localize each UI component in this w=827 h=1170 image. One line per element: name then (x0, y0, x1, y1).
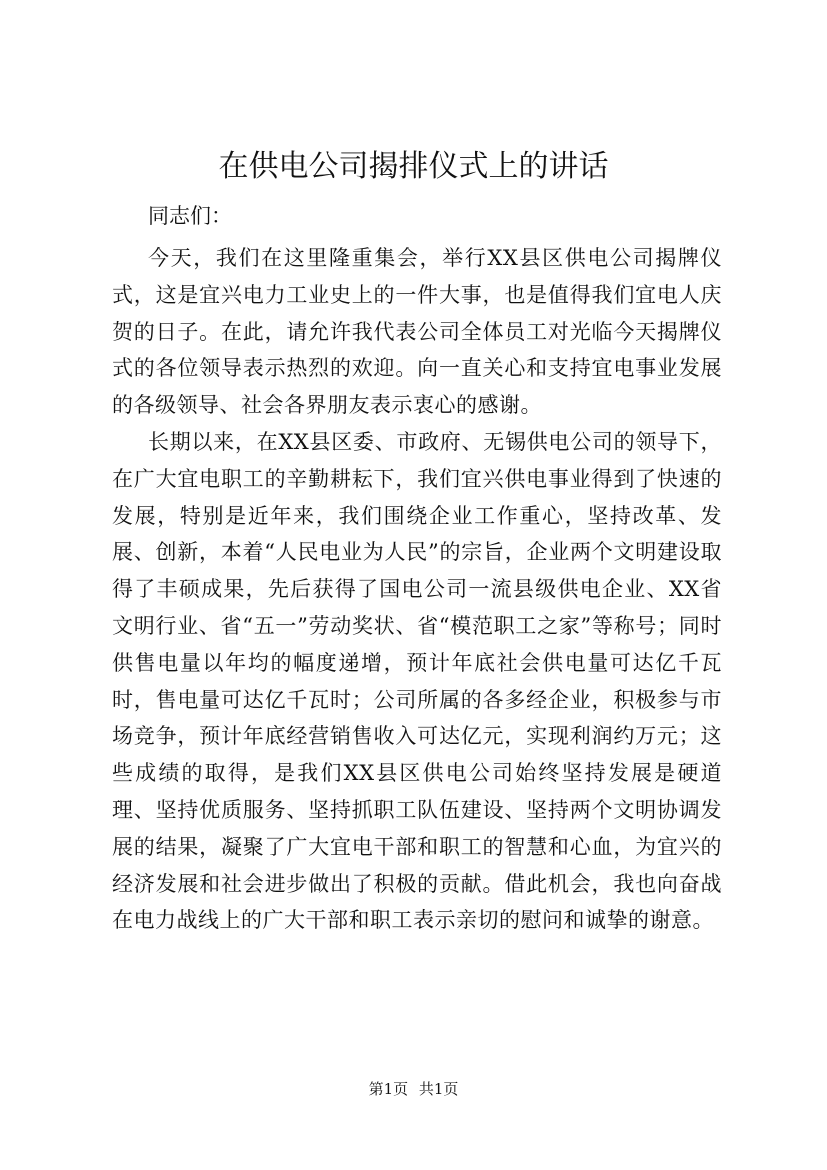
document-title: 在供电公司揭排仪式上的讲话 (218, 149, 609, 184)
page-number: 第1页 (368, 1080, 409, 1098)
page-footer (0, 1078, 827, 1100)
paragraph-2: 长期以来，在XX县区委、市政府、无锡供电公司的领导下，在广大宜电职工的辛勤耕耘下，我们宜兴供电事业得到了快速的发展，特别是近年来，我们围绕企业工作重心，坚持改革、发展、创新，本着“人民电业为人民”的宗旨，企业两个文明建设取得了丰硕成果，先后获得了国电公司一流县级供电企业、XX省文明行业、省“五一”劳动奖状、省“模范职工之家”等称号；同时供售电量以年均的幅度递增，预计年底社会供电量可达亿千瓦时，售电量可达亿千瓦时；公司所属的各多经企业，积极参与市场竞争，预计年底经营销售收入可达亿元，实现利润约万元；这些成绩的取得，是我们XX县区供电公司始终坚持发展是硬道理、坚持优质服务、坚持抓职工队伍建设、坚持两个文明协调发展的结果，凝聚了广大宜电干部和职工的智慧和心血，为宜兴的经济发展和社会进步做出了积极的贡献。借此机会，我也向奋战在电力战线上的广大干部和职工表示亲切的慰问和诚挚的谢意。 (112, 429, 722, 933)
document-body (112, 240, 722, 939)
page-total: 共1页 (418, 1080, 459, 1098)
paragraph-1: 今天，我们在这里隆重集会，举行XX县区供电公司揭牌仪式，这是宜兴电力工业史上的一件大事，也是值得我们宜电人庆贺的日子。在此，请允许我代表公司全体员工对光临今天揭牌仪式的各位领导表示热烈的欢迎。向一直关心和支持宜电事业发展的各级领导、社会各界朋友表示衷心的感谢。 (112, 246, 722, 418)
salutation: 同志们： (148, 204, 232, 228)
